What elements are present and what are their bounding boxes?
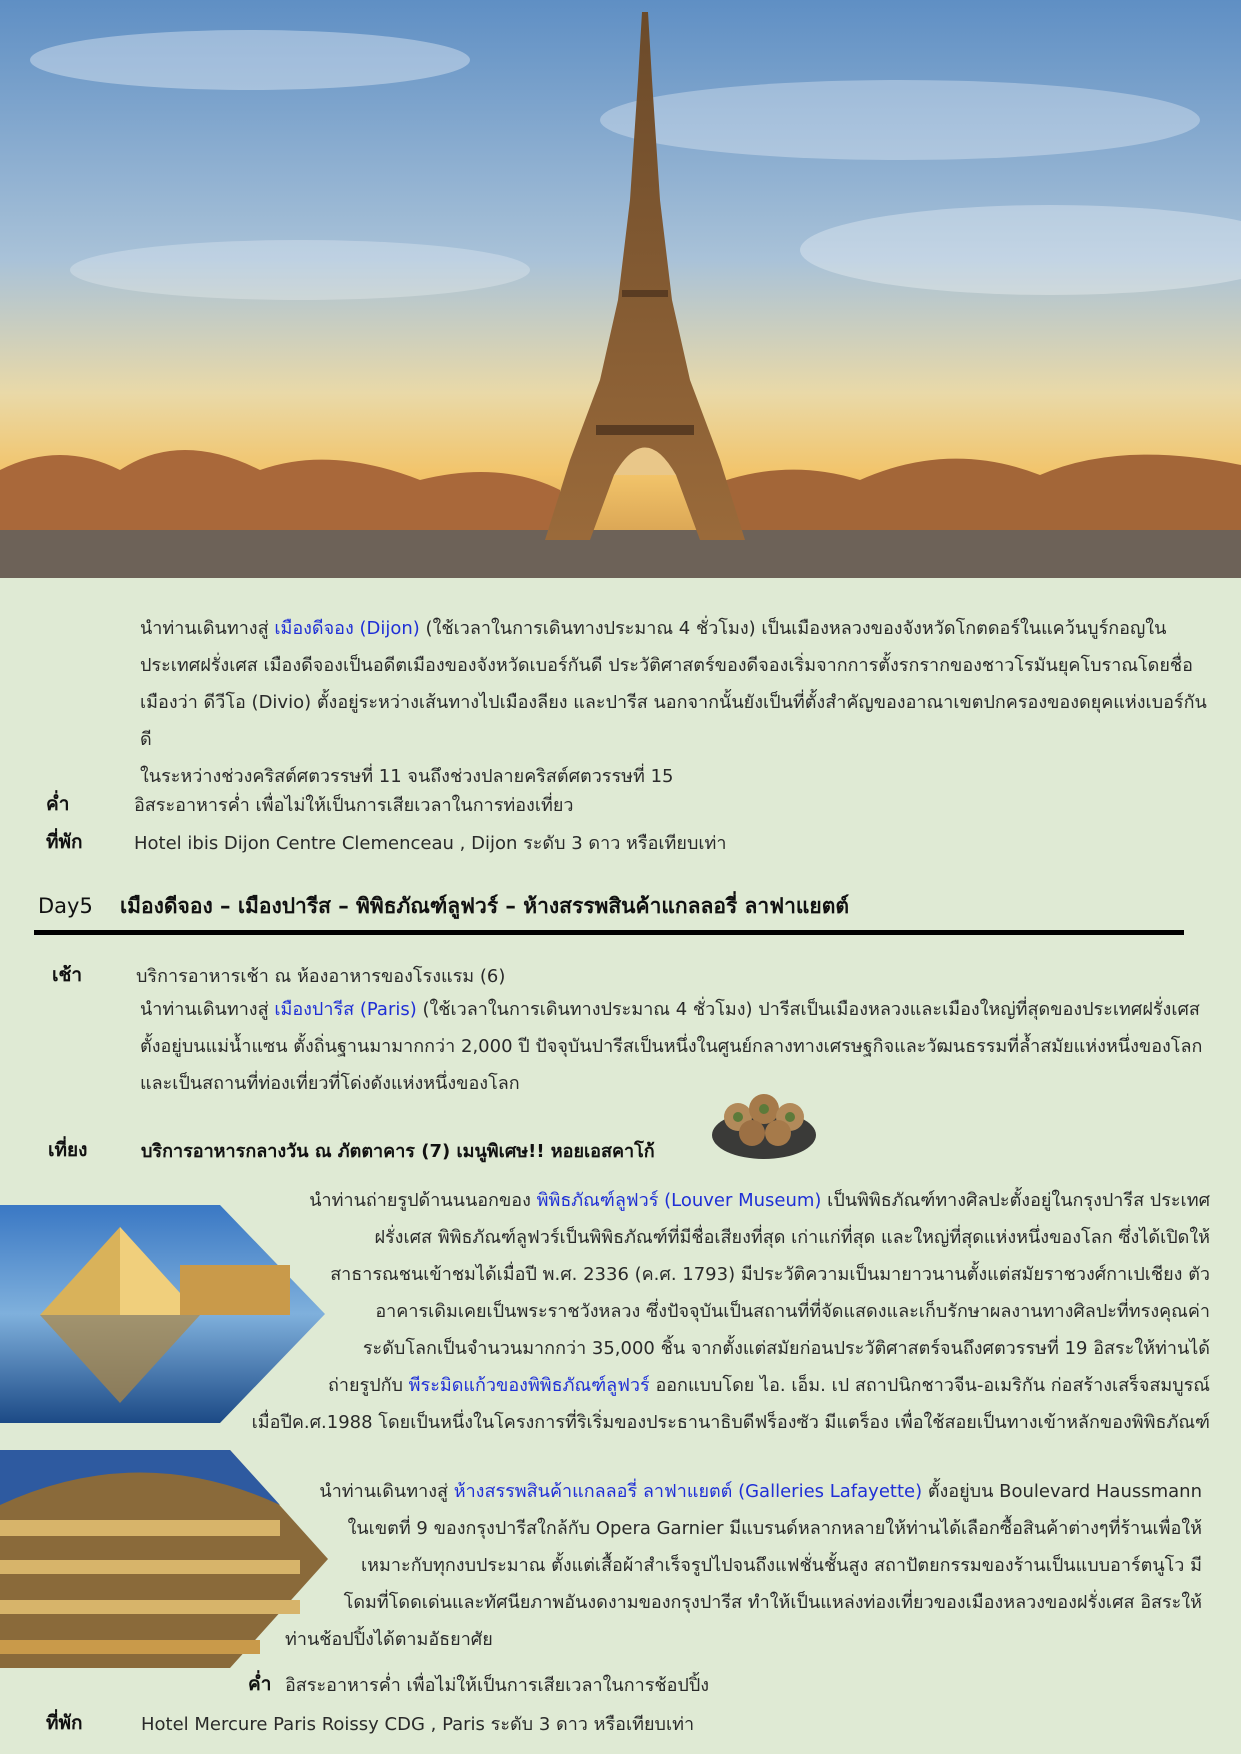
text: ในระหว่างช่วงคริสต์ศตวรรษที่ 11 จนถึงช่วงปลายคริสต์ศตวรรษที่ 15 (140, 766, 674, 787)
text: นำท่านเดินทางสู่ (140, 618, 275, 639)
dinner-text: อิสระอาหารค่ำ เพื่อไม่ให้เป็นการเสียเวลาในการท่องเที่ยว (134, 795, 574, 816)
hotel-label-2: ที่พัก (46, 1712, 83, 1734)
dinner-label-2: ค่ำ (248, 1673, 272, 1695)
dinner-text-2: อิสระอาหารค่ำ เพื่อไม่ให้เป็นการเสียเวลาในการช้อปปิ้ง (285, 1675, 710, 1696)
louvre-pyramid-link: พีระมิดแก้วของพิพิธภัณฑ์ลูฟวร์ (408, 1375, 650, 1396)
text: ตั้งอยู่บน Boulevard Haussmann (922, 1481, 1202, 1502)
breakfast-label: เช้า (52, 964, 83, 986)
text: เมื่อปีค.ศ.1988 โดยเป็นหนึ่งในโครงการที่ริเริ่มของประธานาธิบดีฟร็องซัว มีแตร็อง เพื่อใช้สอยเป็นทางเข้าหลักของพิพิธภัณฑ์ (251, 1412, 1210, 1433)
text: ตั้งอยู่บนแม่น้ำแซน ตั้งถิ่นฐานมามากกว่า 2,000 ปี ปัจจุบันปารีสเป็นหนึ่งในศูนย์กลางทางเศรษฐกิจและวัฒนธรรมที่ล้ำสมัยแห่งหนึ่งของโลก (140, 1036, 1203, 1057)
text: เมืองว่า ดีวีโอ (Divio) ตั้งอยู่ระหว่างเส้นทางไปเมืองลียง และปารีส นอกจากนั้นยังเป็นที่ตั้งสำคัญของอาณาเขตปกครองของดยุคแห่งเบอร์กันดี (140, 692, 1207, 750)
hotel-text-2: Hotel Mercure Paris Roissy CDG , Paris ระดับ 3 ดาว หรือเทียบเท่า (141, 1714, 695, 1735)
lafayette-link: ห้างสรรพสินค้าแกลลอรี่ ลาฟาแยตต์ (Galleries Lafayette) (453, 1481, 923, 1502)
dinner-label: ค่ำ (46, 793, 70, 815)
text: เหมาะกับทุกงบประมาณ ตั้งแต่เสื้อผ้าสำเร็จรูปไปจนถึงแฟชั่นชั้นสูง สถาปัตยกรรมของร้านเป็นแบบอาร์ตนูโว มี (361, 1555, 1202, 1576)
text: ท่านช้อปปิ้งได้ตามอัธยาศัย (285, 1629, 493, 1650)
day-number: Day5 (38, 894, 93, 918)
text: ในเขตที่ 9 ของกรุงปารีสใกล้กับ Opera Garnier มีแบรนด์หลากหลายให้ท่านได้เลือกซื้อสินค้าต่างๆที่ร้านเพื่อให้ (347, 1518, 1202, 1539)
lunch-label: เที่ยง (48, 1139, 88, 1161)
text: อาคารเดิมเคยเป็นพระราชวังหลวง ซึ่งปัจจุบันเป็นสถานที่ที่จัดแสดงและเก็บรักษาผลงานทางศิลปะที่ทรงคุณค่า (375, 1301, 1210, 1322)
text: นำท่านเดินทางสู่ (140, 999, 275, 1020)
hotel-text: Hotel ibis Dijon Centre Clemenceau , Dijon ระดับ 3 ดาว หรือเทียบเท่า (134, 833, 727, 854)
text: (ใช้เวลาในการเดินทางประมาณ 4 ชั่วโมง) เป็นเมืองหลวงของจังหวัดโกตดอร์ในแคว้นบูร์กอญใน (419, 618, 1167, 639)
text: ประเทศฝรั่งเศส เมืองดีจองเป็นอดีตเมืองของจังหวัดเบอร์กันดี ประวัติศาสตร์ของดีจองเริ่มจากการตั้งรกรากของชาวโรมันยุคโบราณโดยชื่อ (140, 655, 1193, 676)
text: ระดับโลกเป็นจำนวนมากกว่า 35,000 ชิ้น จากตั้งแต่สมัยก่อนประวัติศาสตร์จนถึงศตวรรษที่ 19 อิสระให้ท่านได้ (362, 1338, 1210, 1359)
paris-city-link: เมืองปารีส (Paris) (274, 999, 417, 1020)
text: ถ่ายรูปกับ (327, 1375, 409, 1396)
text: และเป็นสถานที่ท่องเที่ยวที่โด่งดังแห่งหนึ่งของโลก (140, 1073, 520, 1094)
text: ฝรั่งเศส พิพิธภัณฑ์ลูฟวร์เป็นพิพิธภัณฑ์ที่มีชื่อเสียงที่สุด เก่าแก่ที่สุด และใหญ่ที่สุดแห่งหนึ่งของโลก ซึ่งได้เปิดให้ (374, 1227, 1210, 1248)
text: นำท่านถ่ายรูปด้านนนอกของ (309, 1190, 537, 1211)
louvre-paragraph (0, 1182, 1210, 1441)
dijon-city-link: เมืองดีจอง (Dijon) (274, 618, 420, 639)
dijon-paragraph (140, 610, 1210, 795)
text: ออกแบบโดย ไอ. เอ็ม. เป สถาปนิกชาวจีน-อเมริกัน ก่อสร้างเสร็จสมบูรณ์ (649, 1375, 1210, 1396)
day-heading (38, 890, 849, 923)
heading-divider (34, 930, 1184, 935)
louvre-museum-link: พิพิธภัณฑ์ลูฟวร์ (Louver Museum) (536, 1190, 822, 1211)
lafayette-paragraph (0, 1473, 1202, 1658)
hotel-label: ที่พัก (46, 831, 83, 853)
escargot-photo (708, 1075, 820, 1163)
text: นำท่านเดินทางสู่ (319, 1481, 454, 1502)
text: โดมที่โดดเด่นและทัศนียภาพอันงดงามของกรุงปารีส ทำให้เป็นแหล่งท่องเที่ยวของเมืองหลวงของฝรั่งเศส อิสระให้ (343, 1592, 1202, 1613)
text: (ใช้เวลาในการเดินทางประมาณ 4 ชั่วโมง) ปารีสเป็นเมืองหลวงและเมืองใหญ่ที่สุดของประเทศฝรั่งเศส (416, 999, 1200, 1020)
lunch-text: บริการอาหารกลางวัน ณ ภัตตาคาร (7) เมนูพิเศษ!! หอยเอสคาโก้ (141, 1141, 655, 1162)
breakfast-text: บริการอาหารเช้า ณ ห้องอาหารของโรงแรม (6) (136, 966, 506, 987)
eiffel-tower-photo (0, 0, 1241, 578)
text: เป็นพิพิธภัณฑ์ทางศิลปะตั้งอยู่ในกรุงปารีส ประเทศ (821, 1190, 1210, 1211)
day-title: เมืองดีจอง – เมืองปารีส – พิพิธภัณฑ์ลูฟวร์ – ห้างสรรพสินค้าแกลลอรี่ ลาฟาแยตต์ (120, 894, 849, 918)
paris-paragraph (140, 991, 1215, 1102)
text: สาธารณชนเข้าชมได้เมื่อปี พ.ศ. 2336 (ค.ศ. 1793) มีประวัติความเป็นมายาวนานตั้งแต่สมัยราชวงศ์กาเปเชียง ตัว (330, 1264, 1210, 1285)
